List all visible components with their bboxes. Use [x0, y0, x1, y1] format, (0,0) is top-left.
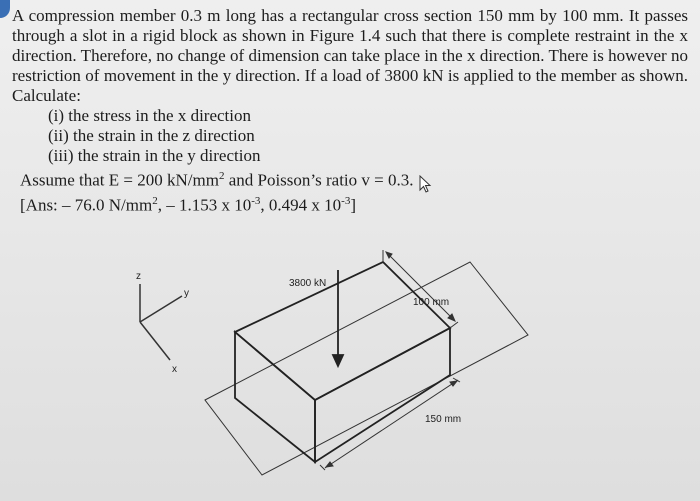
answer-line: [Ans: – 76.0 $N/mm^2$, – 1.153 x $10^{-3}$, 0.494 x $10^{-3}$]: [20, 194, 356, 215]
problem-intro: A compression member 0.3 m long has a rectangular cross section 150 mm by 100 mm. It passes through a slot in a rigid block as shown in Figure 1.4 such that there is complete restraint in the x direction. Therefore, no change of dimension can take place in the x direction. There is however no restriction of movement in the y direction. If a load of 3800 kN is applied to the member as shown. Calculate:: [12, 6, 688, 105]
axis-x-label: x: [172, 364, 177, 375]
question-item: (ii) the strain in the z direction: [48, 126, 255, 145]
question-item: (iii) the strain in the y direction: [48, 146, 261, 165]
dimension-100mm: [383, 250, 458, 328]
rigid-block-plane: [205, 262, 528, 475]
axis-z-label: z: [136, 271, 141, 282]
axis-y-label: y: [184, 288, 189, 299]
question-item: (i) the stress in the x direction: [48, 106, 252, 125]
load-label: 3800 kN: [289, 278, 327, 289]
axis-triad: [140, 284, 182, 360]
assumption-line: Assume that E = 200 $kN/mm^2$ and Poisson’s ratio v = 0.3.: [20, 170, 414, 190]
dim-100-label: 100 mm: [413, 297, 450, 308]
compression-member: [235, 262, 450, 462]
dim-150-label: 150 mm: [425, 414, 462, 425]
